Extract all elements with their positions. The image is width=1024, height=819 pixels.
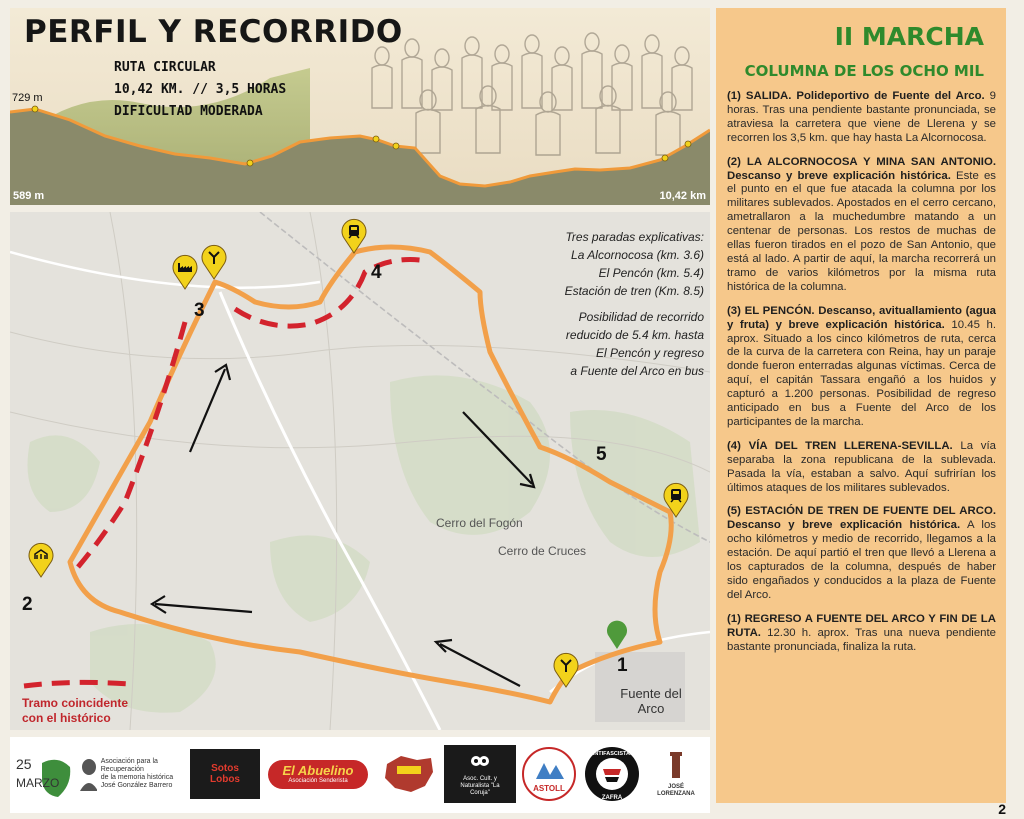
factory-icon[interactable] bbox=[171, 254, 199, 290]
stop-heading: (2) LA ALCORNOCOSA Y MINA SAN ANTONIO. Descanso y breve explicación histórica. bbox=[727, 155, 996, 182]
stop-heading: (3) EL PENCÓN. Descanso, avituallamiento (agua y fruta) y breve explicación histórica. bbox=[727, 304, 996, 331]
logo-text: Sotos bbox=[211, 763, 239, 774]
stop-heading: (4) VÍA DEL TREN LLERENA-SEVILLA. bbox=[727, 439, 953, 452]
stops-info-line: La Alcornocosa (km. 3.6) bbox=[571, 248, 704, 262]
logo-text: Naturalista "La bbox=[460, 782, 500, 789]
logo-text: Lobos bbox=[210, 774, 240, 785]
page-number: 2 bbox=[998, 801, 1006, 817]
profile-stop-dot bbox=[373, 136, 379, 142]
max-elevation-label: 729 m bbox=[12, 92, 43, 104]
stop-description bbox=[727, 90, 996, 146]
logo-text: ASTOLL bbox=[533, 784, 565, 793]
stops-info-line: El Pencón (km. 5.4) bbox=[598, 266, 704, 280]
logo-text: Coruja" bbox=[470, 789, 490, 796]
logo-text: MARZO bbox=[16, 776, 60, 790]
la-coruja-logo[interactable] bbox=[444, 745, 516, 803]
logo-text: ANTIFASCISTAS bbox=[590, 751, 634, 757]
stop-number-2: 2 bbox=[22, 594, 33, 615]
stop-body: 12.30 h. aprox. Tras una nueva pendiente bastante pronunciada, finaliza la ruta. bbox=[727, 626, 996, 653]
stop-description bbox=[727, 440, 996, 496]
crossroads-icon[interactable] bbox=[200, 244, 228, 280]
stop-body: 9 horas. Tras una pendiente bastante pronunciada, se atraviesa la carretera que viene de Llerena y se recorren los 3,5 km. que hay hasta La Alcornocosa. bbox=[727, 90, 996, 144]
place-cerro-del-fogon: Cerro del Fogón bbox=[436, 516, 523, 530]
town-label bbox=[606, 686, 696, 716]
march-subtitle: COLUMNA DE LOS OCHO MIL bbox=[744, 62, 984, 80]
astoll-emblem bbox=[520, 745, 578, 803]
stop-heading: (5) ESTACIÓN DE TREN DE FUENTE DEL ARCO. Descanso y breve explicación histórica. bbox=[727, 505, 996, 532]
tower-icon bbox=[666, 750, 686, 780]
logo-text: de la memoria histórica bbox=[100, 774, 174, 781]
stop-description bbox=[727, 505, 996, 602]
logo-text: ZAFRA bbox=[601, 795, 623, 801]
start-pin-icon[interactable] bbox=[606, 620, 628, 650]
legend-line: con el histórico bbox=[22, 711, 111, 725]
profile-stop-dot bbox=[393, 143, 399, 149]
antifascistas-zafra-logo[interactable] bbox=[582, 745, 642, 803]
profile-stop-dot bbox=[247, 160, 253, 166]
route-distance-time: 10,42 KM. // 3,5 HORAS bbox=[114, 82, 287, 97]
profile-stop-dot bbox=[662, 155, 668, 161]
astoll-logo[interactable] bbox=[518, 745, 580, 803]
option-info-line: a Fuente del Arco en bus bbox=[570, 364, 704, 378]
route-type: RUTA CIRCULAR bbox=[114, 60, 216, 75]
profile-title: PERFIL Y RECORRIDO bbox=[24, 14, 403, 50]
legend-line: Tramo coincidente bbox=[22, 696, 129, 710]
el-abuelino-logo[interactable] bbox=[263, 745, 373, 803]
stop-number-1: 1 bbox=[617, 655, 628, 676]
logo-text: LORENZANA bbox=[657, 791, 695, 797]
stop-heading: (1) REGRESO A FUENTE DEL ARCO Y FIN DE LA RUTA. bbox=[727, 612, 996, 639]
antifa-emblem bbox=[583, 745, 641, 803]
memoria-historica-logo[interactable] bbox=[78, 745, 188, 803]
monument-icon[interactable] bbox=[27, 542, 55, 578]
logo-text: José González Barrero bbox=[100, 782, 173, 789]
logo-text: 25 bbox=[16, 756, 32, 772]
jose-lorenzana-logo[interactable] bbox=[650, 745, 702, 803]
stops-info-heading: Tres paradas explicativas: bbox=[565, 230, 704, 244]
distance-end-label: 10,42 km bbox=[659, 190, 706, 202]
stop-description bbox=[727, 613, 996, 655]
logo-text: JOSÉ bbox=[667, 784, 684, 790]
option-info-line: reducido de 5.4 km. hasta bbox=[565, 328, 704, 342]
train-icon[interactable] bbox=[662, 482, 690, 518]
option-info-line: El Pencón y regreso bbox=[595, 346, 704, 360]
logo-text: Asociación para la Recuperación bbox=[100, 758, 158, 773]
stop-descriptions bbox=[727, 90, 996, 665]
march-info-panel bbox=[716, 8, 1006, 803]
stop-number-5: 5 bbox=[596, 444, 607, 465]
stop-heading: (1) SALIDA. Polideportivo de Fuente del Arco. bbox=[727, 90, 985, 102]
owl-icon bbox=[469, 752, 491, 772]
sponsor-logos bbox=[10, 737, 710, 813]
town-label-line: Arco bbox=[637, 701, 665, 716]
town-label-line: Fuente del bbox=[620, 686, 682, 701]
stop-body: La vía separaba la zona republicana de la sublevada. Pasada la vía, estaban a salvo. Aquí sufrirían los últimos ataques de los militares sublevados. bbox=[727, 439, 996, 494]
profile-stop-dot bbox=[685, 141, 691, 147]
option-info-line: Posibilidad de recorrido bbox=[578, 310, 704, 324]
profile-stop-dot bbox=[32, 106, 38, 112]
portrait-icon bbox=[78, 757, 97, 791]
march-title: II MARCHA bbox=[834, 22, 984, 51]
stop-body: 10.45 h. aprox. Situado a los cinco kilómetros de ruta, cerca de la curva de la carretera con Reina, hay un paraje donde fueron enterradas algunas víctimas. Cerca de aquí, el capitán Tassara engañó a los huidos y capturó a 1.200 personas. Posibilidad de regreso anticipado en bus a Fuente del Arco de los participantes de la marcha. bbox=[727, 318, 996, 428]
route-map[interactable] bbox=[10, 212, 710, 730]
route-difficulty: DIFICULTAD MODERADA bbox=[114, 104, 263, 119]
elevation-profile bbox=[10, 8, 710, 205]
min-elevation-label: 589 m bbox=[13, 190, 45, 202]
stop-number-3: 3 bbox=[194, 300, 205, 321]
region-map-icon bbox=[381, 752, 437, 796]
legend-label bbox=[22, 696, 128, 726]
train-icon[interactable] bbox=[340, 218, 368, 254]
logo-text: El Abuelino bbox=[282, 762, 354, 778]
stop-description bbox=[727, 305, 996, 430]
logo-text: Asoc. Cult. y bbox=[463, 775, 497, 782]
sotos-logo[interactable] bbox=[190, 749, 260, 799]
place-cerro-de-cruces: Cerro de Cruces bbox=[498, 544, 587, 558]
stop-body: Este es el punto en el que fue atacada la columna por los militares sublevados. Apostados en el cerro cercano, ametrallaron a la muchedumbre matando a un centenar de personas. Los restos de muchas de ellas fueron tirados en el pozo de San Antonio, que está al lado. A partir de aquí, la marcha recorrerá un tramo de varios kilómetros por la misma ruta histórica de la columna. bbox=[727, 169, 996, 293]
25-marzo-emblem bbox=[14, 745, 74, 803]
crossroads-icon[interactable] bbox=[552, 652, 580, 688]
25-marzo-logo[interactable] bbox=[14, 745, 74, 803]
map-region-logo[interactable] bbox=[378, 745, 440, 803]
stop-description bbox=[727, 156, 996, 295]
stops-info-line: Estación de tren (Km. 8.5) bbox=[564, 284, 704, 298]
stop-body: A los ocho kilómetros y medio de recorrido, llegamos a la estación. De aquí partió el tren que llevó a Llerena a los capturados de la columna, después de haber sido engañados y conducidos a la plaza de Fuente del Arco. bbox=[727, 519, 996, 601]
stop-number-4: 4 bbox=[371, 262, 382, 283]
logo-text: Asociación Senderista bbox=[288, 777, 348, 784]
